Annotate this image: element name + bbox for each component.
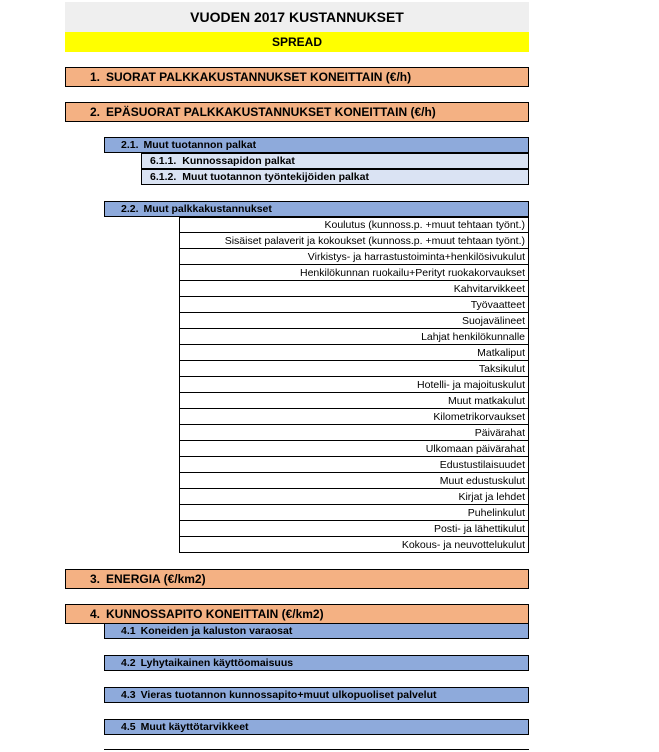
- item-number: 6.1.2.: [150, 171, 177, 183]
- subsection-label: Lyhytaikainen käyttöomaisuus: [140, 657, 294, 669]
- cost-row: [179, 537, 529, 553]
- subsection-number: 2.1.: [121, 139, 139, 151]
- cost-row-label: Henkilökunnan ruokailu+Perityt ruokakorvaukset: [300, 266, 525, 279]
- item-label: Kunnossapidon palkat: [182, 155, 295, 167]
- cost-row: [179, 505, 529, 521]
- cost-row-label: Kokous- ja neuvottelukulut: [401, 538, 525, 551]
- spread-header: [65, 32, 529, 52]
- item-label: Muut tuotannon työntekijöiden palkat: [182, 171, 369, 183]
- cost-row-label: Edustustilaisuudet: [439, 458, 525, 471]
- subsection-label: Muut tuotannon palkat: [143, 139, 257, 151]
- spread-text: SPREAD: [271, 35, 322, 49]
- subsection-4-3-header: [104, 687, 529, 703]
- section-1-header: [65, 67, 529, 87]
- section-number: 4.: [90, 607, 101, 621]
- cost-row-label: Posti- ja lähettikulut: [433, 522, 525, 535]
- subsection-4-5-header: [104, 719, 529, 735]
- cost-row-label: Muut edustuskulut: [439, 474, 525, 487]
- cost-row: [179, 249, 529, 265]
- section-3-header: [65, 569, 529, 589]
- cost-row-label: Kirjat ja lehdet: [458, 490, 525, 503]
- cost-row: [179, 265, 529, 281]
- cost-row-label: Sisäiset palaverit ja kokoukset (kunnoss.p. +muut tehtaan työnt.): [224, 234, 525, 247]
- cost-row-label: Hotelli- ja majoituskulut: [417, 378, 525, 391]
- section-label: EPÄSUORAT PALKKAKUSTANNUKSET KONEITTAIN (€/h): [106, 105, 436, 119]
- cost-row-label: Suojavälineet: [461, 314, 525, 327]
- section-label: KUNNOSSAPITO KONEITTAIN (€/km2): [106, 607, 324, 621]
- bottom-divider: [104, 749, 529, 750]
- cost-row-label: Taksikulut: [478, 362, 525, 375]
- cost-row-label: Muut matkakulut: [447, 394, 525, 407]
- cost-row: [179, 361, 529, 377]
- cost-row: [179, 521, 529, 537]
- section-2-header: [65, 102, 529, 122]
- section-number: 1.: [90, 70, 101, 84]
- subsection-4-2-header: [104, 655, 529, 671]
- subsection-label: Vieras tuotannon kunnossapito+muut ulkopuoliset palvelut: [140, 689, 437, 701]
- title-text: VUODEN 2017 KUSTANNUKSET: [190, 9, 404, 25]
- subsection-number: 4.3: [121, 689, 136, 701]
- subsection-2-2-header: [104, 201, 529, 217]
- cost-row: [179, 409, 529, 425]
- subsection-4-1-header: [104, 623, 529, 639]
- cost-row: [179, 233, 529, 249]
- cost-row-label: Työvaatteet: [470, 298, 525, 311]
- cost-row: [179, 281, 529, 297]
- subsection-2-1-header: [104, 137, 529, 153]
- section-label: ENERGIA (€/km2): [106, 572, 206, 586]
- cost-row-label: Matkaliput: [477, 346, 525, 359]
- cost-row: [179, 441, 529, 457]
- cost-row-label: Puhelinkulut: [467, 506, 525, 519]
- sheet-title: [65, 2, 529, 32]
- subsection-label: Muut käyttötarvikkeet: [140, 721, 249, 733]
- cost-row-label: Lahjat henkilökunnalle: [421, 330, 525, 343]
- cost-row: [179, 489, 529, 505]
- subsection-number: 4.5: [121, 721, 136, 733]
- cost-row: [179, 377, 529, 393]
- cost-row: [179, 393, 529, 409]
- cost-row: [179, 345, 529, 361]
- cost-row: [179, 457, 529, 473]
- cost-row: [179, 425, 529, 441]
- section-number: 3.: [90, 572, 101, 586]
- subsection-number: 4.1: [121, 625, 136, 637]
- cost-row: [179, 473, 529, 489]
- cost-row: [179, 313, 529, 329]
- item-number: 6.1.1.: [150, 155, 177, 167]
- subsection-label: Koneiden ja kaluston varaosat: [140, 625, 293, 637]
- cost-row: [179, 329, 529, 345]
- section-4-header: [65, 604, 529, 624]
- section-number: 2.: [90, 105, 101, 119]
- cost-row: [179, 297, 529, 313]
- item-6-1-1: [141, 153, 529, 169]
- subsection-label: Muut palkkakustannukset: [143, 203, 272, 215]
- section-label: SUORAT PALKKAKUSTANNUKSET KONEITTAIN (€/h): [106, 70, 412, 84]
- cost-row-label: Kilometrikorvaukset: [433, 410, 525, 423]
- cost-row-label: Päivärahat: [474, 426, 525, 439]
- cost-row: [179, 217, 529, 233]
- subsection-number: 4.2: [121, 657, 136, 669]
- subsection-number: 2.2.: [121, 203, 139, 215]
- item-6-1-2: [141, 169, 529, 185]
- cost-row-label: Koulutus (kunnoss.p. +muut tehtaan työnt.): [324, 219, 525, 231]
- cost-row-label: Kahvitarvikkeet: [453, 282, 525, 295]
- cost-row-label: Virkistys- ja harrastustoiminta+henkilösivukulut: [307, 250, 525, 263]
- cost-row-label: Ulkomaan päivärahat: [425, 442, 525, 455]
